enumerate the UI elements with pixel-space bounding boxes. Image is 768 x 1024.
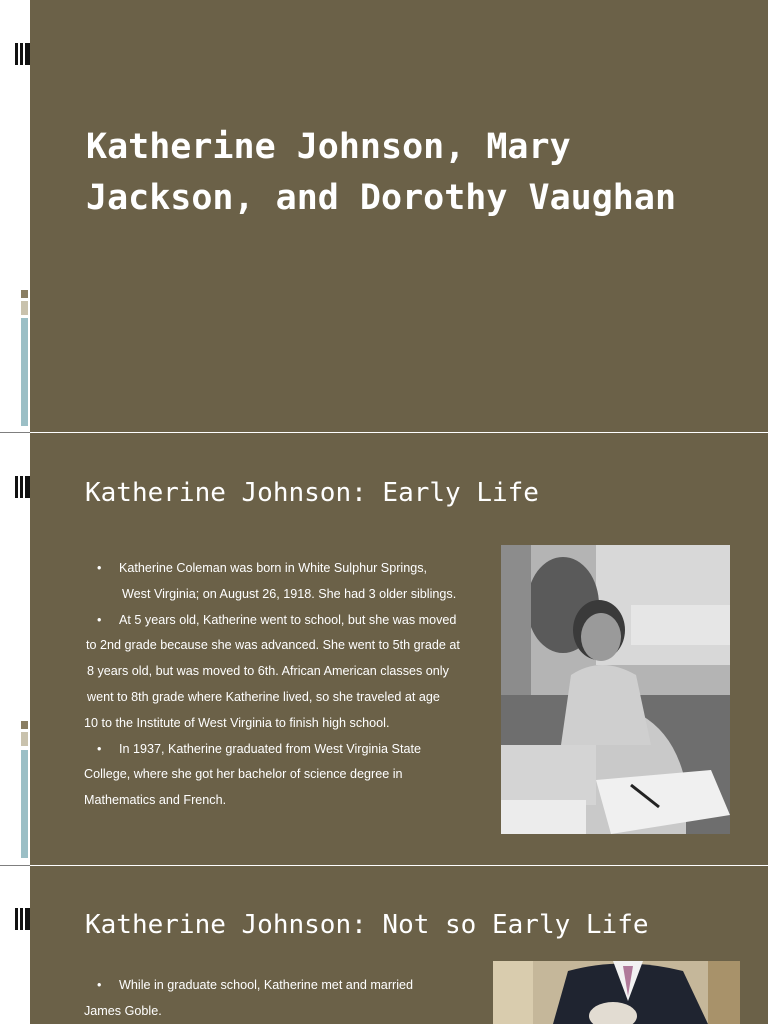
slide-separator: [0, 432, 30, 433]
accent-strip: [21, 732, 28, 746]
slide-not-so-early-life: [30, 866, 768, 1024]
photo-illustration: [493, 961, 740, 1024]
accent-strip: [21, 318, 28, 426]
slide-body: • Katherine Coleman was born in White Sulphur Springs, West Virginia; on August 26, 1918. She had 3 older siblings. • At 5 years old, Katherine went to school, but she was moved to 2nd grade because she was advanced. She went to 5th grade at 8 years old, but was moved to 6th. African American classes only went to 8th grade where Katherine lived, so she traveled at age 10 to the Institute of West Virginia to finish high school. • In 1937, Katherine graduated from West Virginia State College, where she got her bachelor of science degree in Mathematics and French.: [84, 556, 494, 814]
accent-strip: [21, 721, 28, 729]
list-item: • Katherine Coleman was born in White Sulphur Springs,: [84, 556, 494, 582]
katherine-johnson-photo: [501, 545, 730, 834]
bullet-icon: •: [97, 561, 102, 575]
slide-separator: [0, 865, 30, 866]
bullet-icon: •: [97, 978, 102, 992]
list-item: • In 1937, Katherine graduated from West Virginia State: [84, 737, 494, 763]
slide-title-heading: Katherine Johnson, Mary Jackson, and Dorothy Vaughan: [86, 127, 677, 218]
list-item: • While in graduate school, Katherine met and married: [84, 973, 494, 999]
slide-heading: Katherine Johnson: Not so Early Life: [85, 910, 649, 940]
slide-heading: Katherine Johnson: Early Life: [85, 478, 539, 508]
bullet-icon: •: [97, 741, 102, 756]
slide-body: • While in graduate school, Katherine met and married James Goble.: [84, 973, 494, 1024]
slide-title: [30, 0, 768, 432]
katherine-johnson-award-photo: [493, 961, 740, 1024]
list-item: • At 5 years old, Katherine went to school, but she was moved: [84, 608, 494, 634]
accent-strip: [21, 750, 28, 858]
accent-strip: [21, 290, 28, 298]
accent-strip: [21, 301, 28, 315]
bullet-icon: •: [97, 612, 102, 627]
photo-illustration: [501, 545, 730, 834]
slide-early-life: [30, 433, 768, 865]
